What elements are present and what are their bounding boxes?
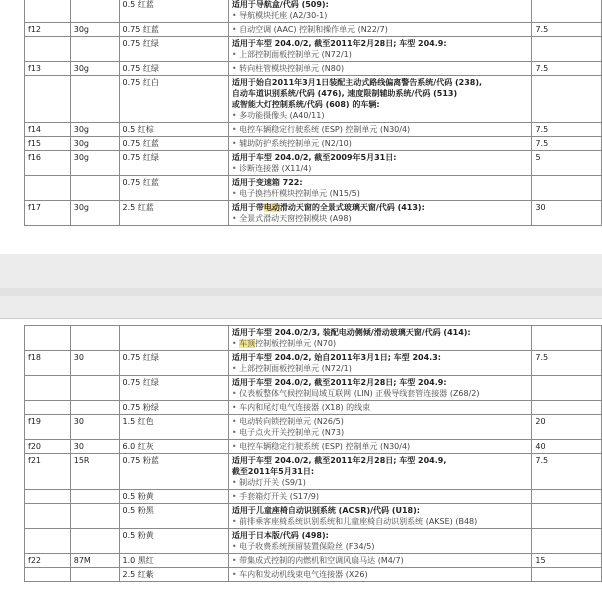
description-cell: [228, 326, 532, 351]
table-row: [25, 76, 602, 123]
table-row: [25, 123, 602, 137]
wire-cell: 0.5 粉黄: [119, 490, 228, 504]
description-cell: [228, 23, 532, 37]
condition-heading: 适用于车型 204.0/2, 截至2011年2月28日; 车型 204.9:: [231, 378, 447, 387]
component-item: • 带集成式控制的内燃机和空调风扇马达 (M4/7): [232, 555, 529, 566]
terminal-cell: [70, 76, 119, 123]
wire-cell: 0.75 粉蓝: [119, 454, 228, 490]
terminal-cell: [70, 490, 119, 504]
component-item: • 制动灯开关 (S9/1): [232, 477, 529, 488]
condition-heading: 适用于变速箱 722:: [231, 178, 303, 187]
component-item: • 多功能摄像头 (A40/11): [232, 110, 529, 121]
description-cell: [228, 376, 532, 401]
wire-cell: 0.5 红蓝: [119, 0, 228, 23]
terminal-cell: 15R: [70, 454, 119, 490]
description-cell: [228, 0, 532, 23]
component-item: • 电控车辆稳定行驶系统 (ESP) 控制单元 (N30/4): [232, 124, 529, 135]
rating-cell: [532, 76, 602, 123]
wire-cell: 0.5 红棕: [119, 123, 228, 137]
wire-cell: 0.75 红蓝: [119, 176, 228, 201]
wire-cell: 2.5 红蓝: [119, 201, 228, 226]
table-row: [25, 454, 602, 490]
description-cell: [228, 454, 532, 490]
fuse-table-page-2: [24, 325, 602, 582]
rating-cell: [532, 0, 602, 23]
fuse-number-cell: f15: [25, 137, 71, 151]
description-cell: [228, 401, 532, 415]
table-row: [25, 554, 602, 568]
rating-cell: 5: [532, 151, 602, 176]
table-row: [25, 415, 602, 440]
table-row: [25, 440, 602, 454]
description-cell: [228, 37, 532, 62]
wire-cell: 0.75 红绿: [119, 62, 228, 76]
wire-cell: [119, 326, 228, 351]
terminal-cell: 30: [70, 440, 119, 454]
table-row: [25, 490, 602, 504]
rating-cell: 7.5: [532, 137, 602, 151]
condition-heading: 适用于车型 204.0/2, 始自2011年3月1日; 车型 204.3:: [231, 353, 441, 362]
component-item: • 转向柱管模块控制单元 (N80): [232, 63, 529, 74]
fuse-number-cell: f20: [25, 440, 71, 454]
description-cell: [228, 62, 532, 76]
rating-cell: 15: [532, 554, 602, 568]
terminal-cell: 30: [70, 351, 119, 376]
table-row: [25, 37, 602, 62]
wire-cell: 0.75 红绿: [119, 351, 228, 376]
component-item: • 自动空调 (AAC) 控制和操作单元 (N22/7): [232, 24, 529, 35]
condition-heading: 适用于日本版/代码 (498):: [231, 531, 329, 540]
wire-cell: 0.75 红绿: [119, 151, 228, 176]
fuse-number-cell: f13: [25, 62, 71, 76]
condition-heading: 适用于导航盒/代码 (509):: [231, 0, 329, 9]
document-page-1: [0, 0, 602, 254]
description-cell: [228, 137, 532, 151]
table-row: [25, 137, 602, 151]
description-cell: [228, 440, 532, 454]
table-row: [25, 504, 602, 529]
table-row: [25, 176, 602, 201]
rating-cell: [532, 37, 602, 62]
wire-cell: 6.0 红灰: [119, 440, 228, 454]
terminal-cell: 30g: [70, 137, 119, 151]
fuse-number-cell: f21: [25, 454, 71, 490]
description-cell: [228, 568, 532, 582]
rating-cell: [532, 376, 602, 401]
terminal-cell: [70, 326, 119, 351]
component-item: • 前排乘客座椅系统识别系统和儿童座椅自动识别系统 (AKSE) (B48): [232, 516, 529, 527]
description-cell: [228, 201, 532, 226]
terminal-cell: 30g: [70, 23, 119, 37]
fuse-number-cell: f14: [25, 123, 71, 137]
fuse-number-cell: f18: [25, 351, 71, 376]
condition-heading: 适用于车型 204.0/2/3, 装配电动侧倾/滑动玻璃天窗/代码 (414):: [231, 328, 471, 337]
search-highlight: 车顶: [239, 339, 256, 348]
fuse-number-cell: [25, 37, 71, 62]
condition-heading: 适用于儿童座椅自动识别系统 (ACSR)/代码 (U18):: [231, 506, 420, 515]
component-item: • 电动转向锁控制单元 (N26/5): [232, 416, 529, 427]
fuse-number-cell: [25, 504, 71, 529]
fuse-number-cell: [25, 401, 71, 415]
table-row: [25, 151, 602, 176]
condition-heading: 截至2011年5月31日:: [231, 467, 315, 476]
description-cell: [228, 151, 532, 176]
terminal-cell: 87M: [70, 554, 119, 568]
terminal-cell: [70, 0, 119, 23]
table-row: [25, 201, 602, 226]
wire-cell: 0.5 粉黑: [119, 504, 228, 529]
fuse-number-cell: f16: [25, 151, 71, 176]
component-item: • 仪表板整体气候控制局域互联网 (LIN) 正极导线套管连接器 (Z68/2): [232, 388, 529, 399]
fuse-table-page-1: [24, 0, 602, 226]
component-item: • 辅助防护系统控制单元 (N2/10): [232, 138, 529, 149]
rating-cell: [532, 176, 602, 201]
description-cell: [228, 415, 532, 440]
terminal-cell: [70, 176, 119, 201]
document-page-2: [0, 318, 602, 595]
terminal-cell: 30g: [70, 62, 119, 76]
terminal-cell: [70, 37, 119, 62]
wire-cell: 2.5 红紫: [119, 568, 228, 582]
component-item: • 电子点火开关控制单元 (N73): [232, 427, 529, 438]
fuse-number-cell: f22: [25, 554, 71, 568]
component-item: • 全景式滑动天窗控制模块 (A98): [232, 213, 529, 224]
fuse-number-cell: [25, 176, 71, 201]
condition-heading: 适用于车型 204.0/2, 截至2011年2月28日; 车型 204.9,: [231, 456, 447, 465]
table-row: [25, 326, 602, 351]
condition-heading: 或智能大灯控制系统/代码 (608) 的车辆:: [231, 100, 380, 109]
fuse-number-cell: f19: [25, 415, 71, 440]
fuse-number-cell: [25, 76, 71, 123]
table-row: [25, 351, 602, 376]
wire-cell: 0.75 红蓝: [119, 23, 228, 37]
rating-cell: [532, 504, 602, 529]
condition-heading: 自动车道识别系统/代码 (476), 速度限制辅助系统/代码 (513): [231, 89, 458, 98]
rating-cell: [532, 490, 602, 504]
condition-heading: [232, 202, 529, 213]
table-row: [25, 568, 602, 582]
component-item: • 车内和尾灯电气连接器 (X18) 的线束: [232, 402, 529, 413]
description-cell: [228, 554, 532, 568]
component-item: • 电子收费系统预留装置保险丝 (F34/5): [232, 541, 529, 552]
terminal-cell: 30g: [70, 151, 119, 176]
terminal-cell: 30g: [70, 123, 119, 137]
description-cell: [228, 123, 532, 137]
rating-cell: 7.5: [532, 62, 602, 76]
condition-heading: 适用于车型 204.0/2, 截至2009年5月31日:: [231, 153, 397, 162]
heading-text: 适用于带: [231, 203, 264, 212]
description-cell: [228, 529, 532, 554]
page-separator: [0, 288, 602, 296]
terminal-cell: 30: [70, 415, 119, 440]
terminal-cell: [70, 401, 119, 415]
fuse-number-cell: f12: [25, 23, 71, 37]
rating-cell: [532, 326, 602, 351]
description-cell: [228, 504, 532, 529]
wire-cell: 0.75 红绿: [119, 37, 228, 62]
terminal-cell: [70, 568, 119, 582]
table-row: [25, 376, 602, 401]
rating-cell: 40: [532, 440, 602, 454]
component-item: • 电控车辆稳定行驶系统 (ESP) 控制单元 (N30/4): [232, 441, 529, 452]
table-row: [25, 529, 602, 554]
wire-cell: 1.5 红色: [119, 415, 228, 440]
page-gap: [0, 254, 602, 318]
rating-cell: [532, 568, 602, 582]
rating-cell: [532, 529, 602, 554]
rating-cell: 7.5: [532, 23, 602, 37]
rating-cell: 7.5: [532, 351, 602, 376]
wire-cell: 1.0 黑红: [119, 554, 228, 568]
rating-cell: 20: [532, 415, 602, 440]
component-item: [232, 338, 529, 349]
rating-cell: 30: [532, 201, 602, 226]
fuse-number-cell: [25, 490, 71, 504]
wire-cell: 0.75 红绿: [119, 376, 228, 401]
fuse-number-cell: [25, 376, 71, 401]
rating-cell: 7.5: [532, 123, 602, 137]
heading-text: 滑动天窗的全景式玻璃天窗/代码 (413):: [279, 203, 425, 212]
fuse-number-cell: f17: [25, 201, 71, 226]
wire-cell: 0.75 粉绿: [119, 401, 228, 415]
table-row: [25, 401, 602, 415]
table-row: [25, 0, 602, 23]
search-highlight: 电动: [263, 203, 280, 212]
rating-cell: [532, 401, 602, 415]
component-item: • 车内和发动机线束电气连接器 (X26): [232, 569, 529, 580]
description-cell: [228, 76, 532, 123]
terminal-cell: [70, 376, 119, 401]
component-item: • 手套箱灯开关 (S17/9): [232, 491, 529, 502]
description-cell: [228, 490, 532, 504]
terminal-cell: [70, 529, 119, 554]
rating-cell: 7.5: [532, 454, 602, 490]
fuse-number-cell: [25, 568, 71, 582]
table-row: [25, 62, 602, 76]
component-item: • 诊断连接器 (X11/4): [232, 163, 529, 174]
component-item: • 导航模块托座 (A2/30-1): [232, 10, 529, 21]
component-item: • 上部控制面板控制单元 (N72/1): [232, 49, 529, 60]
component-item: • 电子换挡杆模块控制单元 (N15/5): [232, 188, 529, 199]
table-row: [25, 23, 602, 37]
component-text: 控制板控制单元 (N70): [255, 339, 337, 348]
description-cell: [228, 176, 532, 201]
fuse-number-cell: [25, 529, 71, 554]
wire-cell: 0.75 红蓝: [119, 137, 228, 151]
terminal-cell: [70, 504, 119, 529]
fuse-number-cell: [25, 0, 71, 23]
fuse-number-cell: [25, 326, 71, 351]
terminal-cell: 30g: [70, 201, 119, 226]
condition-heading: 适用于始自2011年3月1日装配主动式路线偏离警告系统/代码 (238),: [231, 78, 483, 87]
description-cell: [228, 351, 532, 376]
component-item: • 上部控制面板控制单元 (N72/1): [232, 363, 529, 374]
condition-heading: 适用于车型 204.0/2, 截至2011年2月28日; 车型 204.9:: [231, 39, 447, 48]
wire-cell: 0.5 粉黄: [119, 529, 228, 554]
wire-cell: 0.75 红白: [119, 76, 228, 123]
